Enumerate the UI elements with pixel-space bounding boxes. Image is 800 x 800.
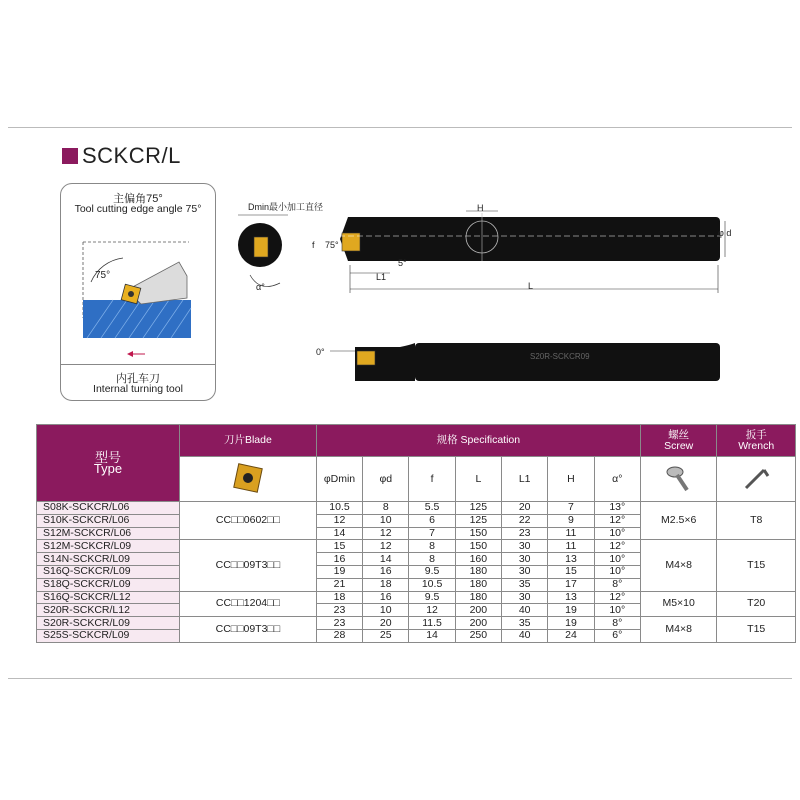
type-cell: S20R-SCKCR/L09	[37, 617, 180, 630]
type-cell: S25S-SCKCR/L09	[37, 629, 180, 642]
f-label: f	[312, 240, 315, 250]
value-cell: 5.5	[409, 502, 455, 515]
value-cell: 30	[502, 591, 548, 604]
value-cell: 17	[548, 578, 594, 591]
value-cell: 13	[548, 553, 594, 566]
blade-image	[179, 457, 316, 502]
value-cell: 18	[363, 578, 409, 591]
diagram-en-title: Tool cutting edge angle 75°	[74, 203, 202, 215]
value-cell: 40	[502, 629, 548, 642]
value-cell: 8°	[594, 617, 640, 630]
diagram-cn-title: 主偏角75°	[113, 193, 163, 205]
blade-cell: CC□□09T3□□	[179, 540, 316, 591]
value-cell: 25	[363, 629, 409, 642]
value-cell: 12	[316, 514, 362, 527]
value-cell: 160	[455, 553, 501, 566]
type-header: 型号 Type	[37, 425, 180, 502]
value-cell: 150	[455, 540, 501, 553]
value-cell: 23	[316, 604, 362, 617]
value-cell: 35	[502, 578, 548, 591]
value-cell: 10.5	[409, 578, 455, 591]
blade-cell: CC□□0602□□	[179, 502, 316, 540]
screw-cell: M2.5×6	[640, 502, 717, 540]
value-cell: 180	[455, 578, 501, 591]
value-cell: 21	[316, 578, 362, 591]
alpha-label: α°	[256, 282, 265, 292]
value-cell: 12	[363, 527, 409, 540]
wrench-cell: T8	[717, 502, 796, 540]
diagram-cn-footer: 内孔车刀	[116, 373, 160, 385]
value-cell: 12	[363, 540, 409, 553]
value-cell: 150	[455, 527, 501, 540]
value-cell: 30	[502, 540, 548, 553]
type-cell: S16Q-SCKCR/L12	[37, 591, 180, 604]
value-cell: 125	[455, 514, 501, 527]
zero-angle-label: 0°	[316, 347, 325, 357]
title-square-icon	[62, 148, 78, 164]
value-cell: 7	[548, 502, 594, 515]
value-cell: 250	[455, 629, 501, 642]
value-cell: 19	[548, 617, 594, 630]
value-cell: 8	[363, 502, 409, 515]
value-cell: 10	[363, 514, 409, 527]
value-cell: 20	[502, 502, 548, 515]
blade-cell: CC□□09T3□□	[179, 617, 316, 643]
page-title: SCKCR/L	[82, 143, 181, 168]
l-label: L	[528, 281, 534, 291]
type-cell: S18Q-SCKCR/L09	[37, 578, 180, 591]
table-row	[37, 502, 796, 515]
value-cell: 9.5	[409, 565, 455, 578]
l1-label: L1	[376, 272, 387, 282]
value-cell: 12°	[594, 514, 640, 527]
value-cell: 10°	[594, 604, 640, 617]
value-cell: 20	[363, 617, 409, 630]
value-cell: 13	[548, 591, 594, 604]
bar-marking: S20R-SCKCR09	[530, 352, 590, 361]
type-cell: S08K-SCKCR/L06	[37, 502, 180, 515]
value-cell: 23	[316, 617, 362, 630]
value-cell: 12°	[594, 591, 640, 604]
angle5-label: 5°	[398, 258, 407, 268]
col-f: f	[409, 457, 455, 502]
cutting-angle-diagram	[60, 183, 216, 401]
value-cell: 10.5	[316, 502, 362, 515]
value-cell: 12°	[594, 540, 640, 553]
value-cell: 6°	[594, 629, 640, 642]
type-cell: S14N-SCKCR/L09	[37, 553, 180, 566]
type-cell: S20R-SCKCR/L12	[37, 604, 180, 617]
value-cell: 180	[455, 565, 501, 578]
diagram-en-footer: Internal turning tool	[93, 383, 183, 395]
type-cell: S10K-SCKCR/L06	[37, 514, 180, 527]
value-cell: 13°	[594, 502, 640, 515]
screw-image	[640, 457, 717, 502]
screw-cell: M4×8	[640, 617, 717, 643]
col-h: H	[548, 457, 594, 502]
value-cell: 22	[502, 514, 548, 527]
tool-drawings	[230, 195, 750, 385]
table-row	[37, 591, 796, 604]
value-cell: 15	[548, 565, 594, 578]
value-cell: 11.5	[409, 617, 455, 630]
value-cell: 30	[502, 553, 548, 566]
phi-d-label: φ d	[718, 228, 732, 238]
value-cell: 16	[363, 565, 409, 578]
blade-header: 刀片Blade	[179, 425, 316, 457]
screw-icon	[661, 460, 697, 496]
wrench-cell: T20	[717, 591, 796, 617]
value-cell: 8	[409, 540, 455, 553]
col-d: φd	[363, 457, 409, 502]
value-cell: 125	[455, 502, 501, 515]
wrench-cell: T15	[717, 540, 796, 591]
value-cell: 6	[409, 514, 455, 527]
value-cell: 200	[455, 617, 501, 630]
value-cell: 7	[409, 527, 455, 540]
value-cell: 10	[363, 604, 409, 617]
value-cell: 11	[548, 540, 594, 553]
angle75-label: 75°	[325, 240, 339, 250]
diagram-illustration	[61, 220, 215, 370]
value-cell: 18	[316, 591, 362, 604]
diagram-angle-label: 75°	[95, 270, 111, 281]
value-cell: 15	[316, 540, 362, 553]
value-cell: 9	[548, 514, 594, 527]
value-cell: 8°	[594, 578, 640, 591]
wrench-header: 扳手 Wrench	[717, 425, 796, 457]
insert-icon	[228, 458, 268, 498]
value-cell: 40	[502, 604, 548, 617]
value-cell: 14	[363, 553, 409, 566]
type-cell: S12M-SCKCR/L06	[37, 527, 180, 540]
value-cell: 11	[548, 527, 594, 540]
value-cell: 28	[316, 629, 362, 642]
value-cell: 16	[363, 591, 409, 604]
wrench-cell: T15	[717, 617, 796, 643]
col-l1: L1	[502, 457, 548, 502]
value-cell: 19	[316, 565, 362, 578]
col-dmin: φDmin	[316, 457, 362, 502]
spec-table	[36, 424, 796, 643]
value-cell: 10°	[594, 565, 640, 578]
screw-header: 螺丝 Screw	[640, 425, 717, 457]
value-cell: 23	[502, 527, 548, 540]
col-l: L	[455, 457, 501, 502]
blade-cell: CC□□1204□□	[179, 591, 316, 617]
value-cell: 16	[316, 553, 362, 566]
value-cell: 10°	[594, 527, 640, 540]
screw-cell: M5×10	[640, 591, 717, 617]
wrench-image	[717, 457, 796, 502]
value-cell: 10°	[594, 553, 640, 566]
screw-cell: M4×8	[640, 540, 717, 591]
value-cell: 8	[409, 553, 455, 566]
value-cell: 14	[316, 527, 362, 540]
type-cell: S12M-SCKCR/L09	[37, 540, 180, 553]
value-cell: 14	[409, 629, 455, 642]
table-row	[37, 540, 796, 553]
value-cell: 35	[502, 617, 548, 630]
value-cell: 24	[548, 629, 594, 642]
spec-header: 规格 Specification	[316, 425, 640, 457]
value-cell: 180	[455, 591, 501, 604]
dmin-label: Dmin最小加工直径	[248, 202, 324, 212]
wrench-icon	[738, 460, 774, 496]
h-label: H	[477, 203, 484, 213]
col-alpha: α°	[594, 457, 640, 502]
value-cell: 30	[502, 565, 548, 578]
table-row	[37, 617, 796, 630]
title-block	[62, 143, 181, 169]
value-cell: 200	[455, 604, 501, 617]
value-cell: 12	[409, 604, 455, 617]
value-cell: 19	[548, 604, 594, 617]
value-cell: 9.5	[409, 591, 455, 604]
type-cell: S16Q-SCKCR/L09	[37, 565, 180, 578]
